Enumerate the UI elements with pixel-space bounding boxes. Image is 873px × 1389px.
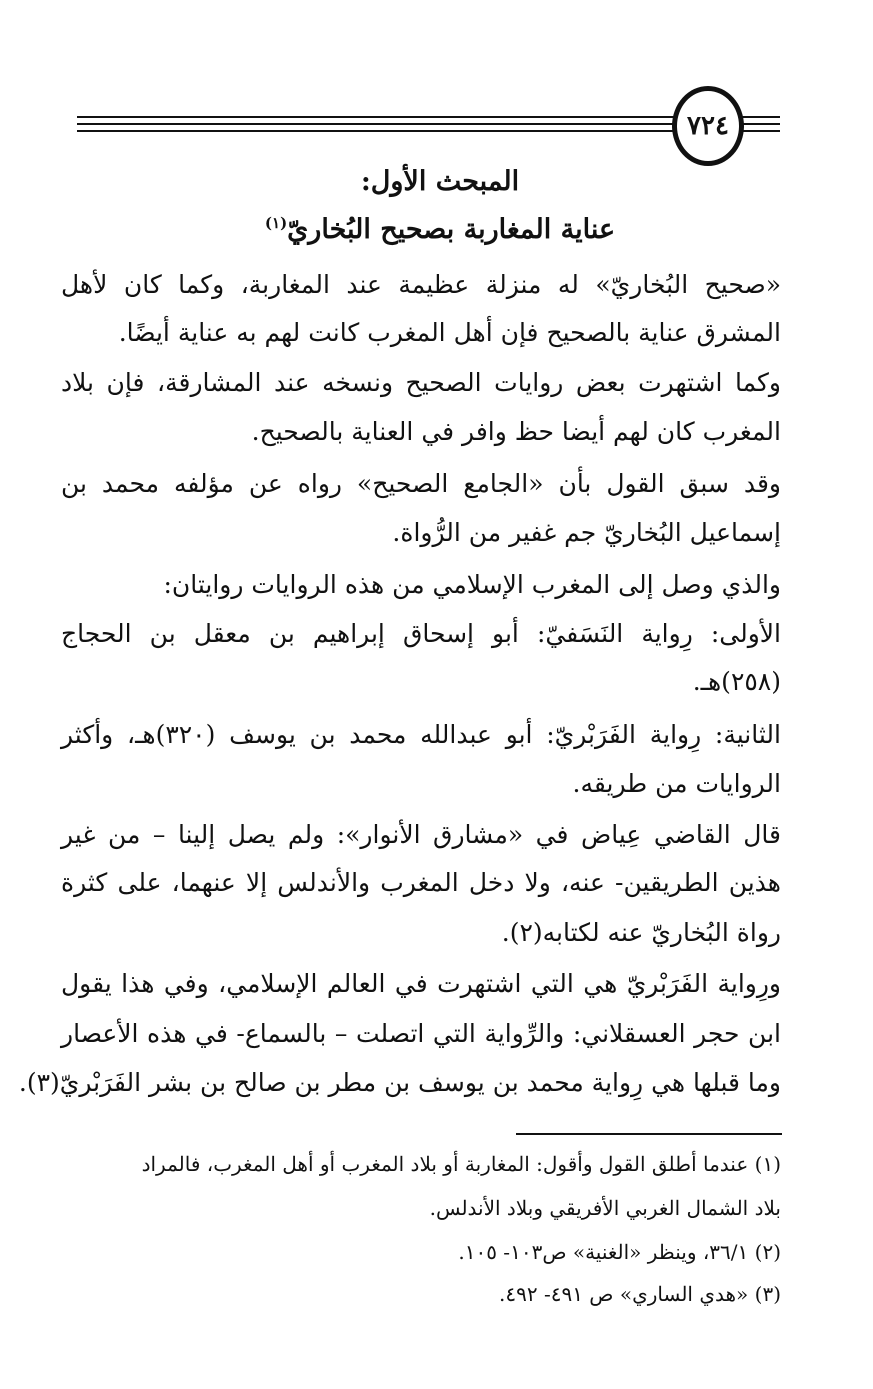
text-line: (٢٥٨)هـ. [692,667,781,696]
text-line: ابن حجر العسقلاني: والرِّواية التي اتصلت – بالسماع- في هذه الأعصار [61,1019,781,1048]
chapter-title-text: عناية المغاربة بصحيح البُخاريّ [287,214,616,245]
text-line: وما قبلها هي رِواية محمد بن يوسف بن مطر بن صالح بن بشر الفَرَبْريّ(٣). [18,1068,781,1097]
text-line: الروايات من طريقه. [572,769,781,798]
text-line: المشرق عناية بالصحيح فإن أهل المغرب كانت لهم به عناية أيضًا. [118,318,781,347]
text-line: وكما اشتهرت بعض روايات الصحيح ونسخه عند المشارقة، فإن بلاد [61,368,781,397]
footnote: (٢) ٣٦/١، وينظر «الغنية» ص١٠٣- ١٠٥. [458,1240,781,1264]
header-rule [738,130,780,132]
text-line: قال القاضي عِياض في «مشارق الأنوار»: ولم يصل إلينا – من غير [61,820,781,849]
header-rule [77,130,674,132]
header-rule [738,116,780,118]
text-line: رواة البُخاريّ عنه لكتابه(٢). [501,918,781,947]
text-line: «صحيح البُخاريّ» له منزلة عظيمة عند المغاربة، وكما كان لأهل [61,270,781,299]
text-line: هذين الطريقين- عنه، ولا دخل المغرب والأندلس إلا عنهما، على كثرة [61,868,781,897]
chapter-title [60,214,820,245]
footnote: بلاد الشمال الغربي الأفريقي وبلاد الأندلس. [429,1196,781,1220]
section-label: المبحث الأول: [360,166,520,197]
text-line: ورِواية الفَرَبْريّ هي التي اشتهرت في العالم الإسلامي، وفي هذا يقول [61,969,781,998]
text-line: الأولى: رِواية النَسَفيّ: أبو إسحاق إبراهيم بن معقل بن الحجاج [61,619,781,648]
text-line: وقد سبق القول بأن «الجامع الصحيح» رواه عن مؤلفه محمد بن [61,469,781,498]
text-line: المغرب كان لهم أيضا حظ وافر في العناية بالصحيح. [251,417,781,446]
header-rule [738,123,780,125]
text-line: والذي وصل إلى المغرب الإسلامي من هذه الروايات روايتان: [163,570,781,599]
header-rule [77,116,674,118]
footnote-marker: (١) [264,214,288,232]
text-line: إسماعيل البُخاريّ جم غفير من الرُّواة. [392,518,781,547]
footnote: (٣) «هدي الساري» ص ٤٩١- ٤٩٢. [499,1282,781,1306]
page-number: ٧٢٤ [672,86,744,166]
footnote: (١) عندما أطلق القول وأقول: المغاربة أو بلاد المغرب أو أهل المغرب، فالمراد [141,1152,781,1176]
footnote-separator [516,1133,782,1135]
header-rule [77,123,674,125]
text-line: الثانية: رِواية الفَرَبْريّ: أبو عبدالله محمد بن يوسف (٣٢٠)هـ، وأكثر [61,720,781,749]
